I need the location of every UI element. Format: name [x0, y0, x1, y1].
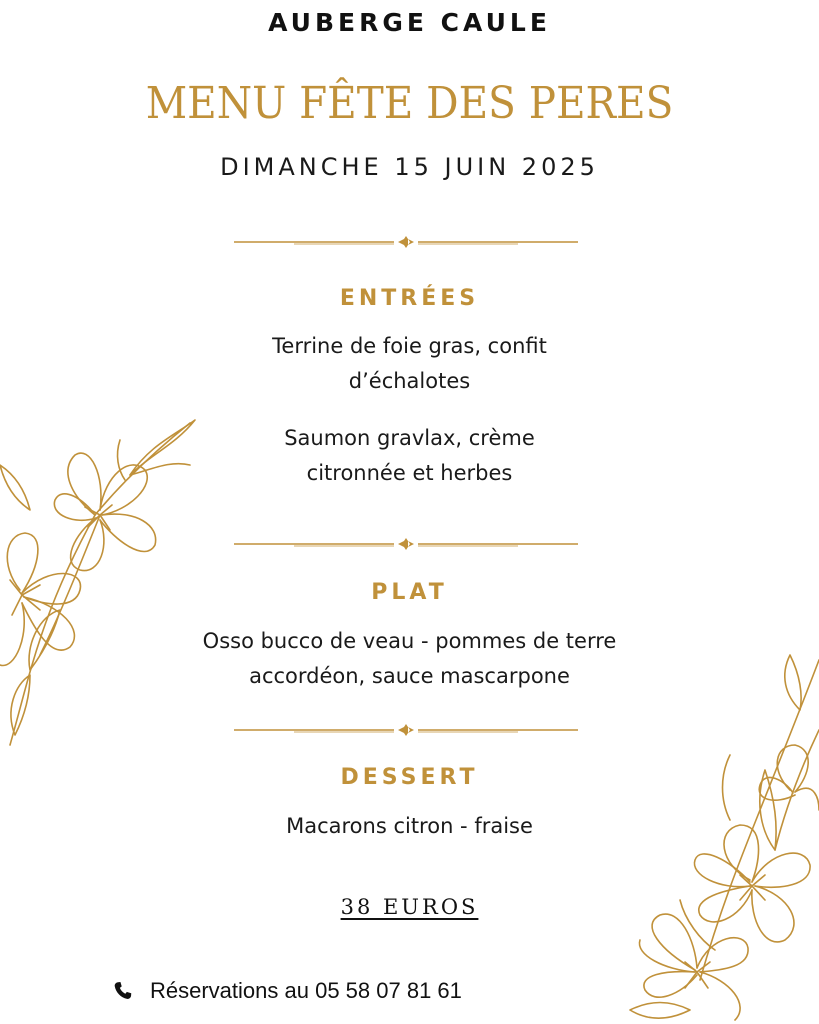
- dish-line: citronnée et herbes: [306, 461, 513, 485]
- dish-item: [0, 421, 819, 491]
- ornament-divider-icon: [234, 235, 578, 249]
- event-date: DIMANCHE 15 JUIN 2025: [220, 153, 599, 181]
- dish-line: Saumon gravlax, crème: [284, 426, 535, 450]
- section-title-plat: PLAT: [371, 580, 448, 605]
- dish-item: [0, 624, 819, 694]
- section-title-entrees: ENTRÉES: [339, 286, 480, 311]
- ornament-divider-icon: [234, 723, 578, 737]
- dish-line: accordéon, sauce mascarpone: [249, 664, 570, 688]
- dish-item: [0, 329, 819, 399]
- dish-line: Osso bucco de veau - pommes de terre: [202, 629, 617, 653]
- dish-line: Terrine de foie gras, confit: [272, 334, 547, 358]
- restaurant-name: AUBERGE CAULE: [268, 8, 551, 37]
- menu-title: MENU FÊTE DES PERES: [145, 78, 674, 129]
- ornament-divider-icon: [234, 537, 578, 551]
- price-text: 38 EUROS: [340, 895, 479, 919]
- menu-price: [0, 895, 819, 919]
- section-title-dessert: DESSERT: [340, 765, 479, 790]
- dish-line: d’échalotes: [348, 369, 471, 393]
- reservation-text: Réservations au 05 58 07 81 61: [150, 978, 462, 1003]
- phone-icon: [112, 980, 134, 1002]
- reservation-info: [112, 976, 462, 1006]
- dish-item: [0, 809, 819, 844]
- dish-line: Macarons citron - fraise: [286, 814, 533, 838]
